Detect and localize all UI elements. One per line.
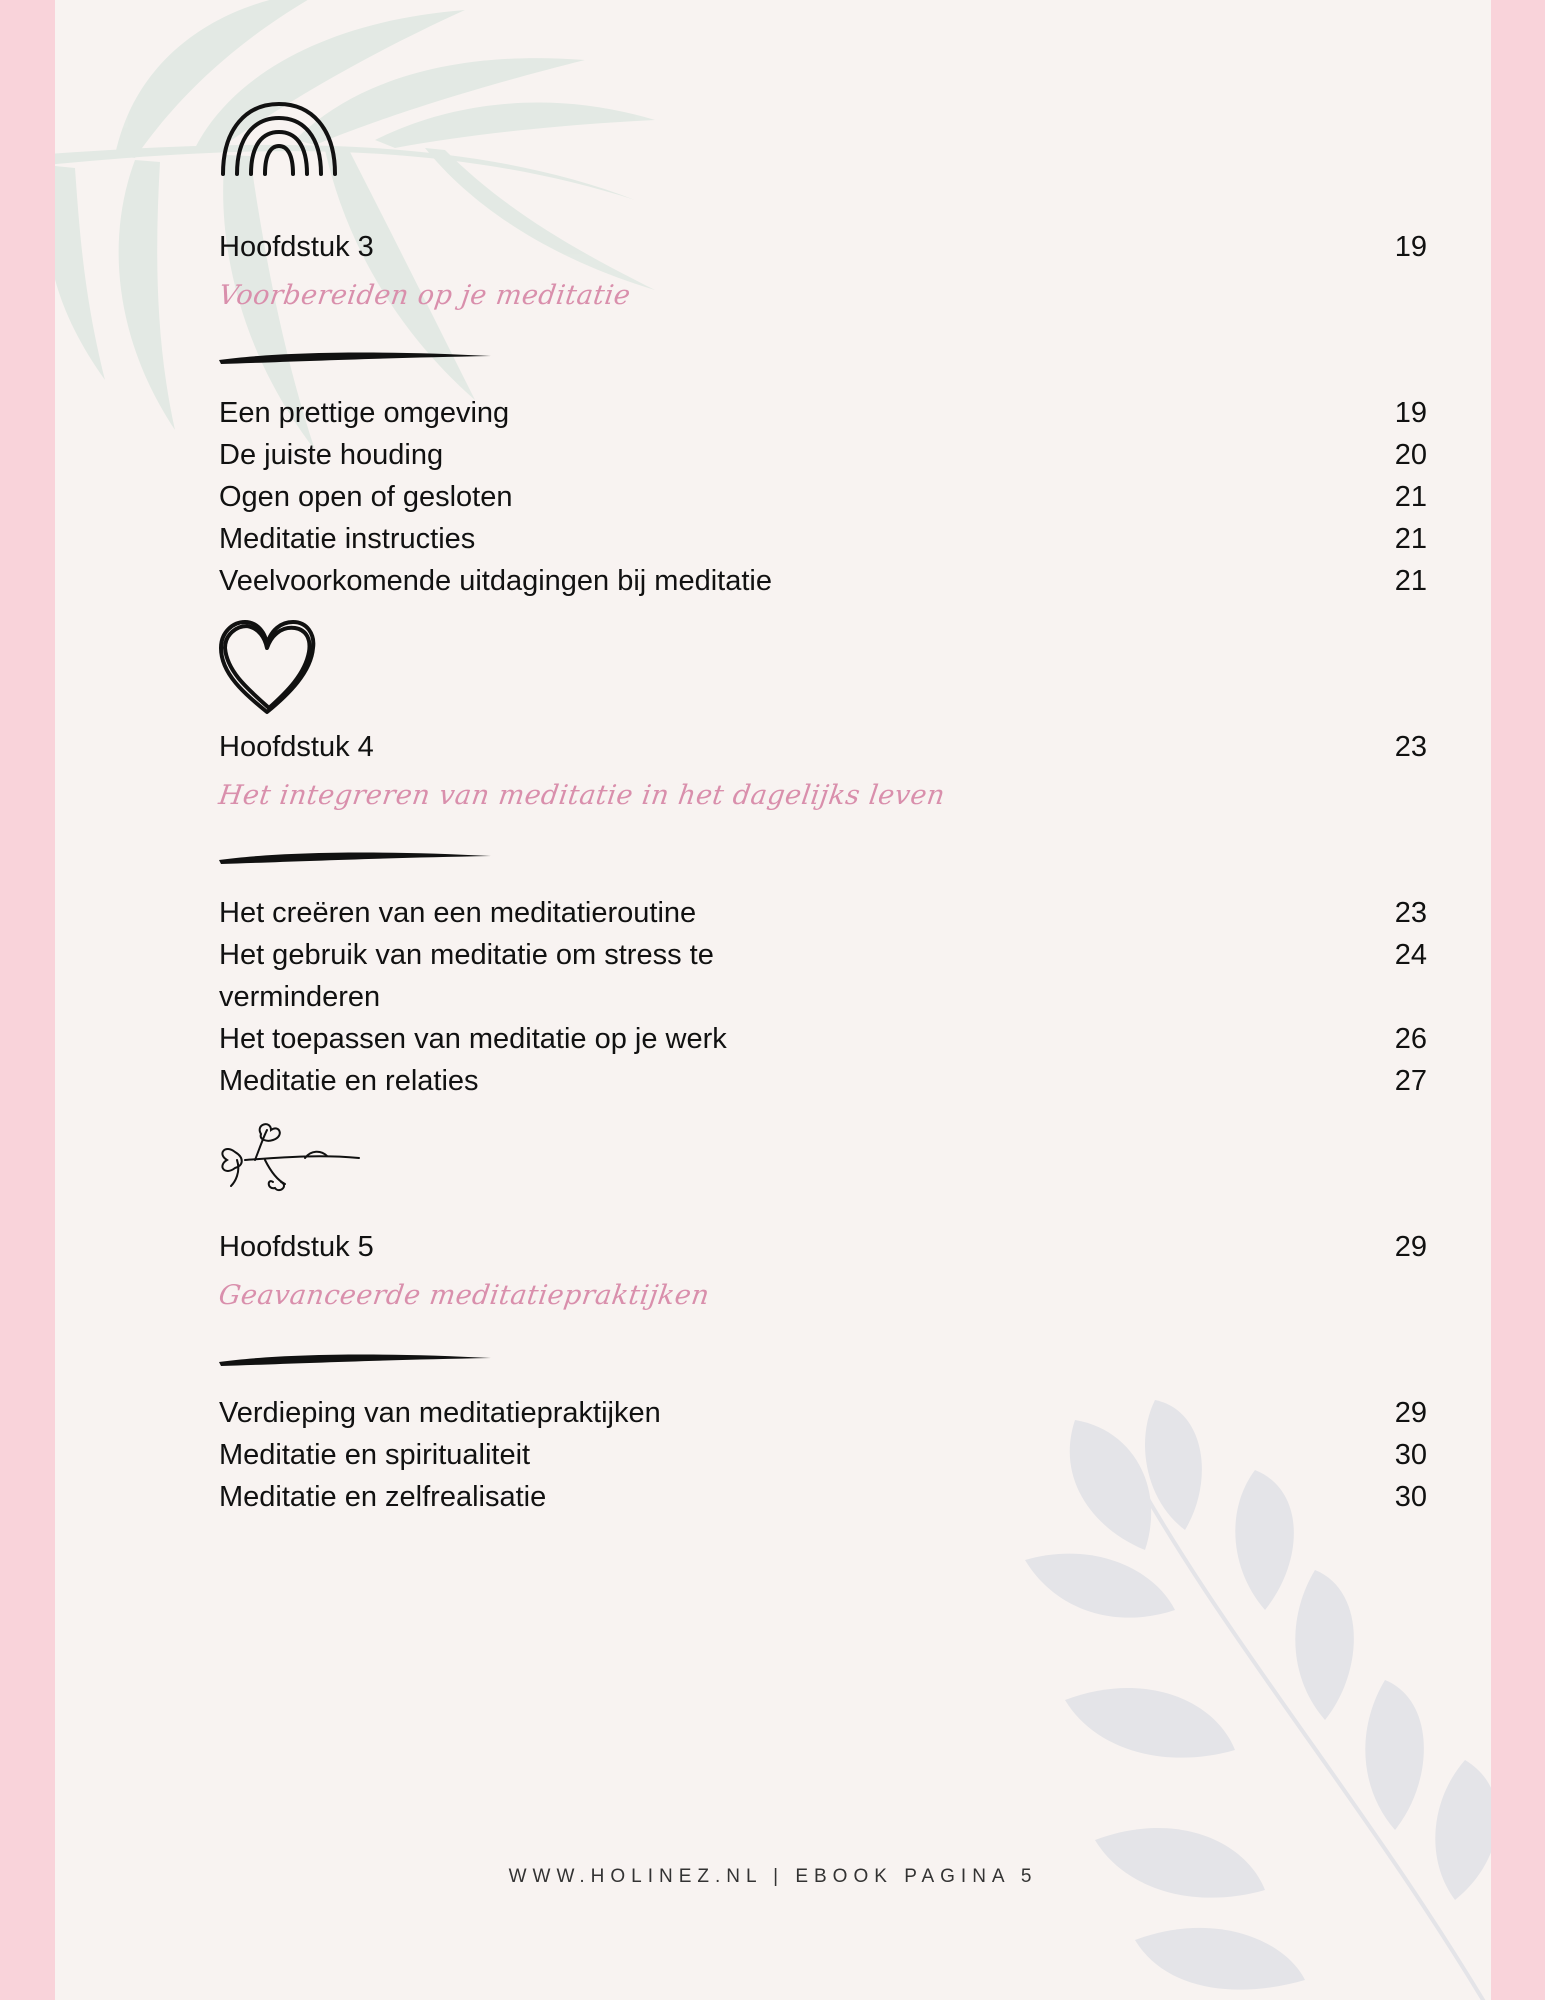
toc-item[interactable]: Een prettige omgeving 19 bbox=[219, 397, 1427, 429]
chapter-3-heading-row[interactable] bbox=[219, 226, 1427, 268]
toc-item[interactable]: Het toepassen van meditatie op je werk 26 bbox=[219, 1023, 1427, 1055]
toc-item[interactable]: Het creëren van een meditatieroutine 23 bbox=[219, 897, 1427, 929]
heart-icon bbox=[215, 616, 319, 720]
chapter-heading: Hoofdstuk 5 bbox=[219, 1231, 374, 1263]
chapter-subtitle: Het integreren van meditatie in het dagelijks leven bbox=[216, 780, 948, 811]
chapter-4-heading-row[interactable] bbox=[219, 726, 1427, 768]
toc-item[interactable]: Ogen open of gesloten 21 bbox=[219, 481, 1427, 513]
toc-item[interactable]: Meditatie en spiritualiteit 30 bbox=[219, 1439, 1427, 1471]
chapter-page-number: 23 bbox=[1394, 731, 1427, 763]
toc-item[interactable]: Meditatie en zelfrealisatie 30 bbox=[219, 1481, 1427, 1513]
brush-stroke-divider bbox=[217, 1350, 493, 1368]
toc-item[interactable]: Het gebruik van meditatie om stress te verminderen 24 bbox=[219, 939, 1427, 1013]
chapter-subtitle: Geavanceerde meditatiepraktijken bbox=[216, 1280, 712, 1311]
chapter-heading: Hoofdstuk 4 bbox=[219, 731, 374, 763]
chapter-heading: Hoofdstuk 3 bbox=[219, 231, 374, 263]
ebook-page bbox=[55, 0, 1491, 2000]
toc-item[interactable]: Meditatie instructies 21 bbox=[219, 523, 1427, 555]
toc-item[interactable]: Meditatie en relaties 27 bbox=[219, 1065, 1427, 1097]
brush-stroke-divider bbox=[217, 348, 493, 366]
chapter-page-number: 29 bbox=[1394, 1231, 1427, 1263]
flower-icon bbox=[215, 1120, 361, 1200]
brush-stroke-divider bbox=[217, 848, 493, 866]
rainbow-icon bbox=[217, 98, 341, 180]
chapter-page-number: 19 bbox=[1394, 231, 1427, 263]
page-footer: WWW.HOLINEZ.NL | EBOOK PAGINA 5 bbox=[508, 1866, 1038, 1887]
chapter-5-heading-row[interactable] bbox=[219, 1226, 1427, 1268]
toc-item[interactable]: Veelvoorkomende uitdagingen bij meditatie 21 bbox=[219, 565, 1427, 597]
toc-item[interactable]: Verdieping van meditatiepraktijken 29 bbox=[219, 1397, 1427, 1429]
toc-item[interactable]: De juiste houding 20 bbox=[219, 439, 1427, 471]
chapter-subtitle: Voorbereiden op je meditatie bbox=[216, 280, 633, 311]
